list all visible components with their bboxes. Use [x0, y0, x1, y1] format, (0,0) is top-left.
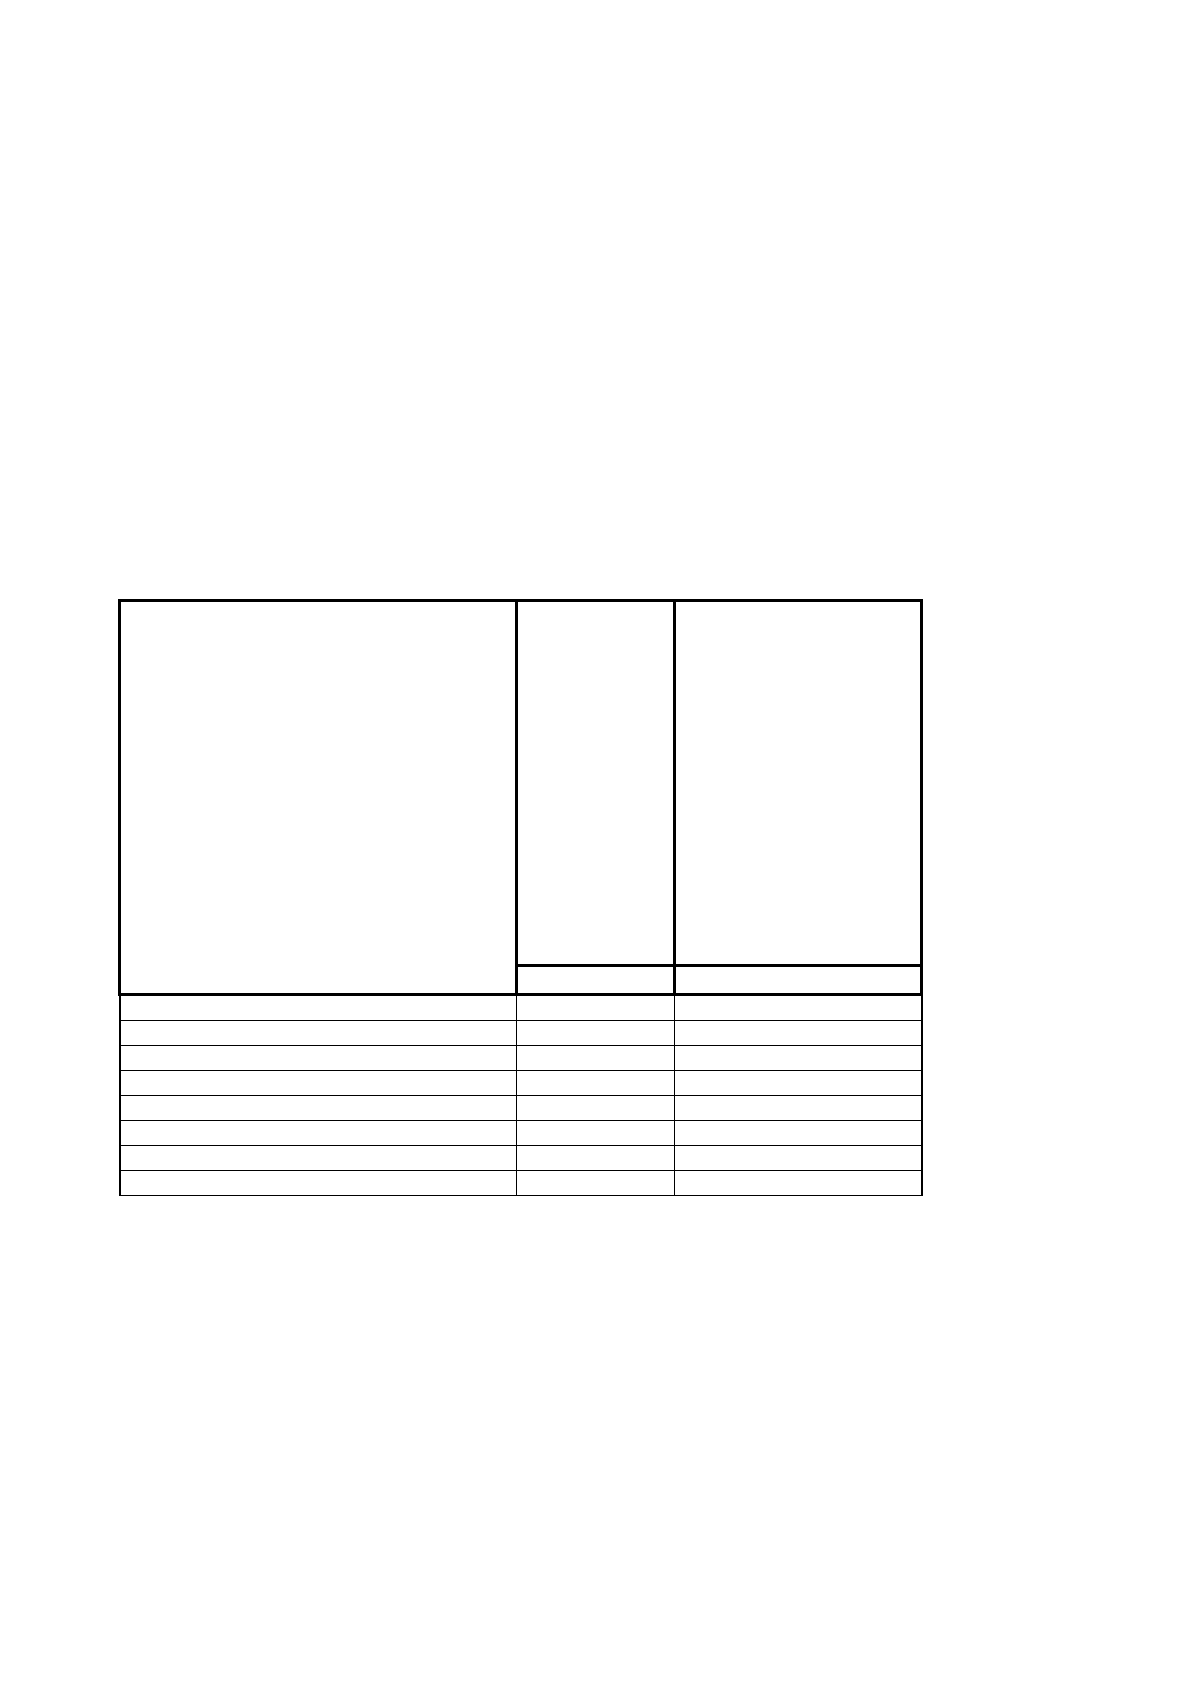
row-name: [120, 1096, 517, 1121]
row-name: [120, 1171, 517, 1196]
table-row: [120, 1046, 922, 1071]
row-value-b: [675, 1021, 922, 1046]
row-value-b: [675, 1046, 922, 1071]
table-row: [120, 1096, 922, 1121]
row-value-a: [517, 1171, 675, 1196]
row-value-a: [517, 995, 675, 1021]
row-value-a: [517, 1096, 675, 1121]
header-municipalities: [120, 601, 517, 995]
table-row: [120, 1021, 922, 1046]
row-value-b: [675, 1171, 922, 1196]
table-row: [120, 1071, 922, 1096]
table-row: [120, 1121, 922, 1146]
row-name: [120, 995, 517, 1021]
row-name: [120, 1146, 517, 1171]
table-row: [120, 1171, 922, 1196]
row-value-b: [675, 1121, 922, 1146]
budget-table: [118, 599, 923, 1196]
header-youth-program: [517, 601, 675, 966]
row-value-a: [517, 1121, 675, 1146]
row-value-a: [517, 1146, 675, 1171]
table-row: [120, 995, 922, 1021]
row-value-b: [675, 1071, 922, 1096]
row-name: [120, 1046, 517, 1071]
row-value-b: [675, 995, 922, 1021]
row-value-a: [517, 1021, 675, 1046]
row-value-b: [675, 1146, 922, 1171]
header-rural-development: [675, 601, 922, 966]
row-value-b: [675, 1096, 922, 1121]
row-name: [120, 1121, 517, 1146]
row-value-a: [517, 1046, 675, 1071]
row-value-a: [517, 1071, 675, 1096]
header-year-a: [517, 966, 675, 995]
row-name: [120, 1021, 517, 1046]
table-row: [120, 1146, 922, 1171]
header-year-b: [675, 966, 922, 995]
row-name: [120, 1071, 517, 1096]
